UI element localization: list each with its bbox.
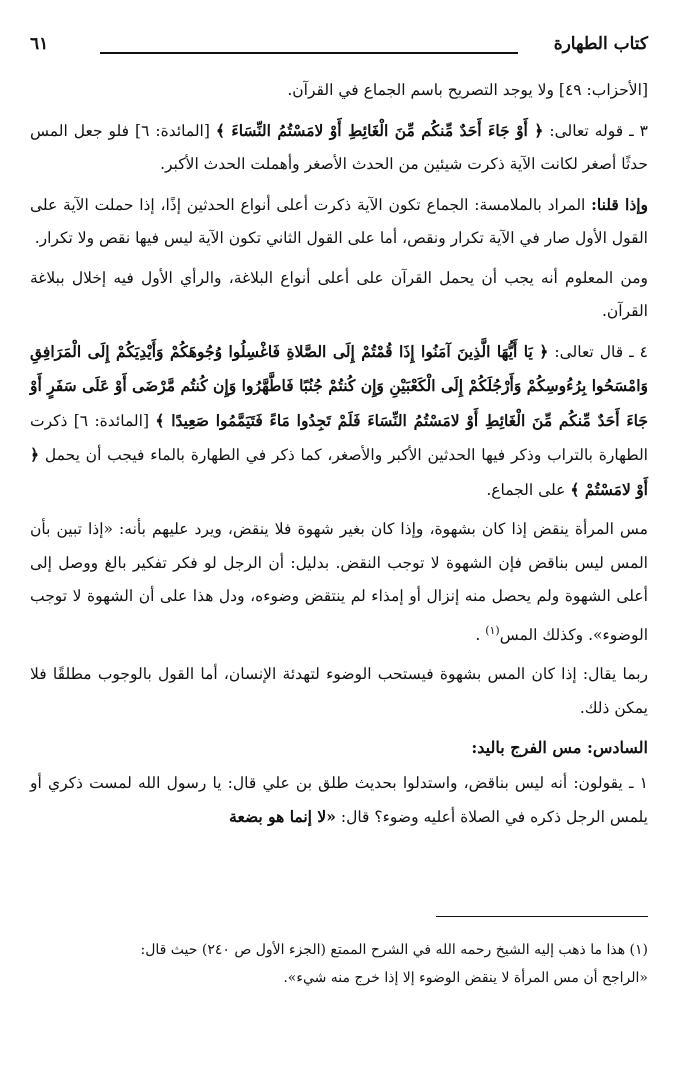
footnote xyxy=(30,936,648,992)
footnote-reference: (١) xyxy=(485,623,500,637)
paragraph-6 xyxy=(30,513,648,652)
paragraph-7-text: ربما يقال: إذا كان المس بشهوة فيستحب الوضوء لتهدئة الإنسان، أما القول بالوجوب مطلقًا فلا يمكن ذلك. xyxy=(30,665,648,717)
paragraph-3 xyxy=(30,188,648,256)
page-number: ٦١ xyxy=(30,34,49,54)
paragraph-6-tail: . xyxy=(475,625,486,644)
paragraph-1-text: [الأحزاب: ٤٩] ولا يوجد التصريح باسم الجماع في القرآن. xyxy=(287,81,648,99)
paragraph-8-text: ١ ـ يقولون: أنه ليس بناقض، واستدلوا بحديث طلق بن علي قال: يا رسول الله لمست ذكري أو يلمس الرجل ذكره في الصلاة أعليه وضوء؟ قال: xyxy=(30,773,648,827)
footnote-line-2: «الراجح أن مس المرأة لا ينقض الوضوء إلا إذا خرج منه شيء». xyxy=(283,970,648,986)
running-title: كتاب الطهارة xyxy=(553,34,648,54)
paragraph-5-tail: على الجماع. xyxy=(486,480,571,499)
footnote-separator xyxy=(436,916,648,917)
paragraph-5-lead: ٤ ـ قال تعالى: xyxy=(548,342,648,361)
paragraph-1 xyxy=(30,74,648,108)
paragraph-6-text: مس المرأة ينقض إذا كان بشهوة، وإذا كان بغير شهوة فلا ينقض، ويرد عليهم بأنه: «إذا تبين بأن المس ليس بناقض فإن الشهوة لا توجب النقض. بدليل: أن الرجل لو فكر تفكير بالغ ووصل إلى أعلى الشهوة ولم يحصل منه إنزال أو إمذاء لم ينتقض وضوءه، ودل هذا على أن الشهوة لا توجب الوضوء». وكذلك المس xyxy=(30,520,648,644)
quran-verse-short: ﴿ أَوْ لامَسْتُمْ ﴾ xyxy=(30,445,648,499)
paragraph-8 xyxy=(30,767,648,835)
page-header xyxy=(30,30,648,64)
paragraph-5-rest: [المائدة: ٦] ذكرت الطهارة بالتراب وذكر فيها الحدثين الأكبر والأصغر، كما ذكر في الطهارة بالماء فيجب أن يحمل xyxy=(30,411,648,464)
paragraph-5 xyxy=(30,335,648,508)
paragraph-3-lead: وإذا قلنا: xyxy=(591,194,649,214)
quran-verse-long: ﴿ يَا أَيُّهَا الَّذِينَ آمَنُوا إِذَا قُمْتُمْ إِلَى الصَّلاةِ فَاغْسِلُوا وُجُوهَكُمْ وَأَيْدِيَكُمْ إِلَى الْمَرَافِقِ وَامْسَحُوا بِرُءُوسِكُمْ وَأَرْجُلَكُمْ إِلَى الْكَعْبَيْنِ وَإِن كُنتُمْ جُنُبًا فَاطَّهَّرُوا وَإِن كُنتُم مَّرْضَى أَوْ عَلَى سَفَرٍ أَوْ جَاءَ أَحَدٌ مِّنكُم مِّنَ الْغَائِطِ أَوْ لامَسْتُمُ النِّسَاءَ فَلَمْ تَجِدُوا مَاءً فَتَيَمَّمُوا صَعِيدًا ﴾ xyxy=(30,341,648,430)
paragraph-2-rest: [المائدة: ٦] فلو جعل المس حدثًا أصغر لكانت الآية ذكرت شيئين من الحدث الأصغر وأهملت الحدث الأكبر. xyxy=(30,121,648,173)
paragraph-3-rest: المراد بالملامسة: الجماع تكون الآية ذكرت أعلى أنواع الحدثين إذًا، إذا حملت الآية على القول الأول صار في الآية تكرار ونقص، أما على القول الثاني تكون الآية ليس فيها نقص ولا تكرار. xyxy=(30,195,648,247)
header-rule xyxy=(100,52,518,54)
paragraph-7 xyxy=(30,658,648,725)
paragraph-8-bold: «لا إنما هو بضعة xyxy=(229,807,336,827)
paragraph-4-text: ومن المعلوم أنه يجب أن يحمل القرآن على أعلى أنواع البلاغة، والرأي الأول فيه إخلال ببلاغة القرآن. xyxy=(30,268,648,320)
paragraph-4 xyxy=(30,262,648,329)
section-heading: السادس: مس الفرج باليد: xyxy=(471,738,648,758)
footnote-line-1: (١) هذا ما ذهب إليه الشيخ رحمه الله في الشرح الممتع (الجزء الأول ص ٢٤٠) حيث قال: xyxy=(140,942,648,958)
paragraph-2 xyxy=(30,114,648,182)
page-body xyxy=(30,74,648,841)
quran-verse: ﴿ أَوْ جَاءَ أَحَدٌ مِّنكُم مِّنَ الْغَائِطِ أَوْ لامَسْتُمُ النِّسَاءَ ﴾ xyxy=(215,120,544,140)
paragraph-2-lead: ٣ ـ قوله تعالى: xyxy=(543,121,648,140)
